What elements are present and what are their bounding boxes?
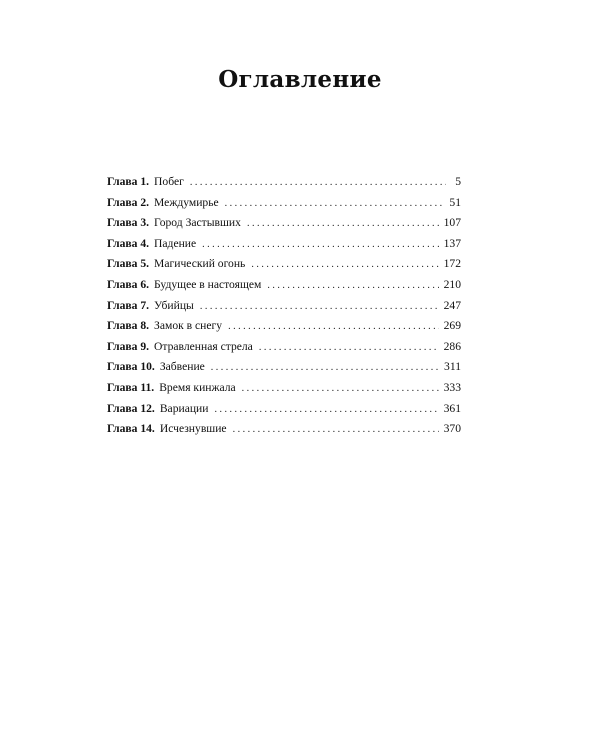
toc-chapter-title: Город Застывших [154,216,241,230]
toc-chapter-title: Убийцы [154,298,194,312]
toc-page-number: 5 [455,175,461,188]
toc-chapter-number: Глава 4. [107,236,150,250]
toc-entry [107,316,461,337]
toc-entry [107,275,461,296]
toc-chapter-number: Глава 7. [107,298,150,312]
toc-page-number: 286 [443,339,461,353]
toc-page-number: 247 [443,298,461,312]
toc-chapter-title: Междумирье [154,195,219,209]
toc-chapter-title: Время кинжала [159,380,236,394]
toc-chapter-number: Глава 3. [107,216,150,230]
toc-leader-dots [214,400,438,421]
toc-chapter-title: Отравленная стрела [154,339,253,353]
toc-chapter-number: Глава 11. [107,380,155,394]
toc-page-number: 333 [443,380,461,394]
toc-entry [107,357,461,378]
toc-entry [107,254,461,275]
toc-page-number: 137 [443,236,461,250]
toc-entry [107,419,461,440]
toc-chapter-title: Будущее в настоящем [154,277,262,291]
toc-leader-dots [267,276,438,297]
toc-leader-dots [247,214,439,235]
toc-entry [107,337,461,358]
toc-entry [107,234,461,255]
toc-entry [107,399,461,420]
toc-leader-dots [211,358,439,379]
toc-page-number: 172 [443,257,461,271]
toc-leader-dots [200,297,439,318]
toc-chapter-number: Глава 10. [107,360,155,374]
table-of-contents [107,172,461,440]
toc-chapter-title: Замок в снегу [154,319,223,333]
toc-page-number: 269 [443,319,461,333]
toc-entry [107,296,461,317]
toc-chapter-title: Магический огонь [154,257,246,271]
toc-page-number: 311 [444,360,461,374]
toc-entry [107,172,461,193]
toc-chapter-number: Глава 14. [107,422,155,436]
toc-leader-dots [251,255,438,276]
toc-page-number: 361 [443,401,461,415]
toc-chapter-number: Глава 12. [107,401,155,415]
toc-page-number: 210 [443,277,461,291]
toc-chapter-title: Побег [154,175,184,188]
toc-chapter-title: Исчезнувшие [159,422,227,436]
toc-chapter-title: Падение [154,236,197,250]
toc-page-number: 107 [443,216,461,230]
toc-leader-dots [225,194,445,215]
toc-chapter-title: Вариации [159,401,209,415]
toc-chapter-number: Глава 9. [107,339,150,353]
toc-chapter-number: Глава 8. [107,319,150,333]
toc-chapter-number: Глава 1. [107,175,150,188]
toc-chapter-number: Глава 2. [107,195,150,209]
toc-chapter-number: Глава 5. [107,257,150,271]
toc-page-number: 370 [443,422,461,436]
toc-leader-dots [228,317,439,338]
toc-entry [107,378,461,399]
page-title: Оглавление [218,66,382,93]
toc-leader-dots [242,379,439,400]
toc-leader-dots [190,173,446,194]
toc-leader-dots [202,235,438,256]
toc-chapter-title: Забвение [159,360,205,374]
toc-leader-dots [233,420,439,441]
toc-entry [107,213,461,234]
toc-leader-dots [259,338,439,359]
toc-page-number: 51 [449,195,461,209]
toc-entry [107,193,461,214]
toc-chapter-number: Глава 6. [107,277,150,291]
